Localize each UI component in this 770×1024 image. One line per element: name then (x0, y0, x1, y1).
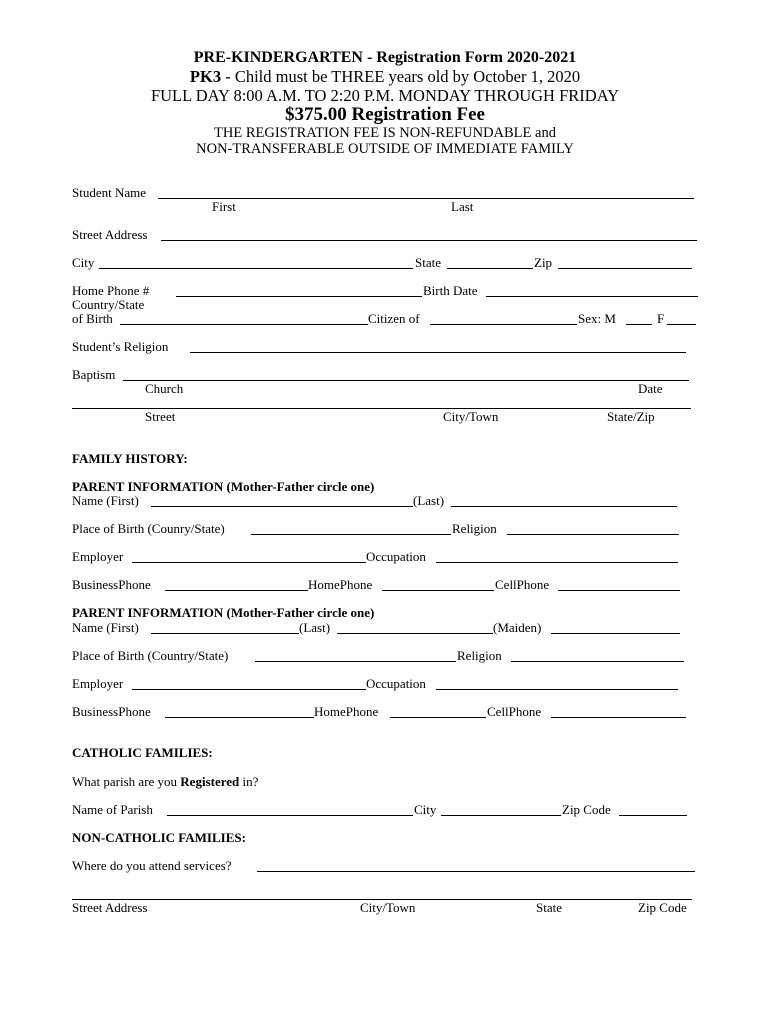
baptism-label: Baptism (72, 367, 116, 382)
parent-1-home-phone-field[interactable] (382, 590, 494, 591)
street-caption: Street (145, 409, 176, 424)
parent-1-birthplace-field[interactable] (251, 534, 451, 535)
parent-1-occupation-label: Occupation (366, 549, 426, 564)
parent-1-cell-phone-label: CellPhone (495, 577, 550, 592)
parish-city-field[interactable] (441, 815, 561, 816)
parish-question-bold: Registered (180, 774, 240, 789)
country-state-label: Country/State (72, 297, 145, 312)
sex-f-label: F (657, 311, 665, 326)
parent-1-occupation-field[interactable] (436, 562, 678, 563)
non-catholic-families-heading: NON-CATHOLIC FAMILIES: (72, 830, 246, 845)
student-name-label: Student Name (72, 185, 147, 200)
pk3-requirement (0, 67, 770, 87)
services-question: Where do you attend services? (72, 858, 232, 873)
parish-city-label: City (414, 802, 437, 817)
city-town-caption: City/Town (443, 409, 499, 424)
pk3-text: - Child must be THREE years old by October 1, 2020 (221, 67, 581, 86)
parent-2-employer-label: Employer (72, 676, 124, 691)
parent-2-home-phone-label: HomePhone (314, 704, 379, 719)
sex-m-field[interactable] (626, 324, 652, 325)
parent-1-religion-label: Religion (452, 521, 497, 536)
parent-2-occupation-field[interactable] (436, 689, 678, 690)
citizen-of-label: Citizen of (368, 311, 420, 326)
baptism-church-field[interactable] (123, 380, 689, 381)
parent-1-heading: PARENT INFORMATION (Mother-Father circle one) (72, 479, 375, 494)
parent-1-employer-label: Employer (72, 549, 124, 564)
parish-name-label: Name of Parish (72, 802, 153, 817)
state-field[interactable] (447, 268, 533, 269)
services-city-caption: City/Town (360, 900, 416, 915)
parent-2-home-phone-field[interactable] (390, 717, 486, 718)
parish-name-field[interactable] (167, 815, 413, 816)
parent-2-maiden-name-field[interactable] (551, 633, 680, 634)
parent-2-cell-phone-field[interactable] (551, 717, 686, 718)
sex-f-field[interactable] (667, 324, 696, 325)
parent-2-religion-field[interactable] (511, 661, 684, 662)
home-phone-label: Home Phone # (72, 283, 150, 298)
country-of-birth-field[interactable] (120, 324, 368, 325)
zip-field[interactable] (558, 268, 692, 269)
parent-1-business-phone-label: BusinessPhone (72, 577, 151, 592)
parish-question (72, 774, 258, 790)
birth-date-field[interactable] (486, 296, 698, 297)
city-field[interactable] (99, 268, 413, 269)
form-title: PRE-KINDERGARTEN - Registration Form 2020-2021 (193, 49, 577, 66)
of-birth-label: of Birth (72, 311, 113, 326)
parent-2-employer-field[interactable] (132, 689, 366, 690)
parent-1-employer-field[interactable] (132, 562, 366, 563)
services-state-caption: State (536, 900, 562, 915)
parish-question-post: in? (239, 774, 259, 789)
parent-2-heading: PARENT INFORMATION (Mother-Father circle one) (72, 605, 375, 620)
parish-zip-label: Zip Code (562, 802, 611, 817)
parent-2-last-name-field[interactable] (337, 633, 493, 634)
last-caption: Last (451, 199, 474, 214)
birth-date-label: Birth Date (423, 283, 478, 298)
parent-2-first-name-field[interactable] (151, 633, 299, 634)
student-religion-field[interactable] (190, 352, 686, 353)
parent-2-business-phone-field[interactable] (165, 717, 314, 718)
fee-notice-2: NON-TRANSFERABLE OUTSIDE OF IMMEDIATE FAMILY (196, 141, 574, 157)
parent-1-last-name-field[interactable] (451, 506, 677, 507)
parent-2-last-label: (Last) (299, 620, 331, 635)
parent-2-maiden-label: (Maiden) (493, 620, 542, 635)
state-zip-caption: State/Zip (607, 409, 655, 424)
family-history-heading: FAMILY HISTORY: (72, 451, 188, 466)
sex-label: Sex: M (578, 311, 616, 326)
citizen-of-field[interactable] (430, 324, 577, 325)
services-street-caption: Street Address (72, 900, 148, 915)
parent-1-first-name-field[interactable] (151, 506, 413, 507)
parent-1-birthplace-label: Place of Birth (Counry/State) (72, 521, 225, 536)
church-caption: Church (145, 381, 184, 396)
parent-1-religion-field[interactable] (507, 534, 679, 535)
parent-1-home-phone-label: HomePhone (308, 577, 373, 592)
parent-2-first-name-label: Name (First) (72, 620, 139, 635)
parent-1-cell-phone-field[interactable] (558, 590, 680, 591)
registration-fee: $375.00 Registration Fee (285, 104, 485, 125)
home-phone-field[interactable] (176, 296, 422, 297)
services-field[interactable] (257, 871, 695, 872)
parent-1-last-label: (Last) (413, 493, 445, 508)
street-address-label: Street Address (72, 227, 148, 242)
parent-2-occupation-label: Occupation (366, 676, 426, 691)
fee-notice-1: THE REGISTRATION FEE IS NON-REFUNDABLE and (214, 125, 556, 141)
parish-question-pre: What parish are you (72, 774, 181, 789)
state-label: State (415, 255, 441, 270)
parent-1-first-name-label: Name (First) (72, 493, 139, 508)
services-zip-caption: Zip Code (638, 900, 687, 915)
zip-label: Zip (534, 255, 553, 270)
pk3-label: PK3 (189, 67, 222, 86)
student-religion-label: Student’s Religion (72, 339, 169, 354)
parent-2-business-phone-label: BusinessPhone (72, 704, 151, 719)
student-name-field[interactable] (158, 198, 694, 199)
catholic-families-heading: CATHOLIC FAMILIES: (72, 745, 213, 760)
parent-2-cell-phone-label: CellPhone (487, 704, 542, 719)
schedule: FULL DAY 8:00 A.M. TO 2:20 P.M. MONDAY THROUGH FRIDAY (150, 86, 620, 105)
parish-zip-field[interactable] (619, 815, 687, 816)
parent-2-birthplace-label: Place of Birth (Country/State) (72, 648, 229, 663)
first-caption: First (212, 199, 236, 214)
parent-1-business-phone-field[interactable] (165, 590, 308, 591)
date-caption: Date (638, 381, 663, 396)
parent-2-birthplace-field[interactable] (255, 661, 456, 662)
parent-2-religion-label: Religion (457, 648, 502, 663)
city-label: City (72, 255, 95, 270)
street-address-field[interactable] (161, 240, 697, 241)
